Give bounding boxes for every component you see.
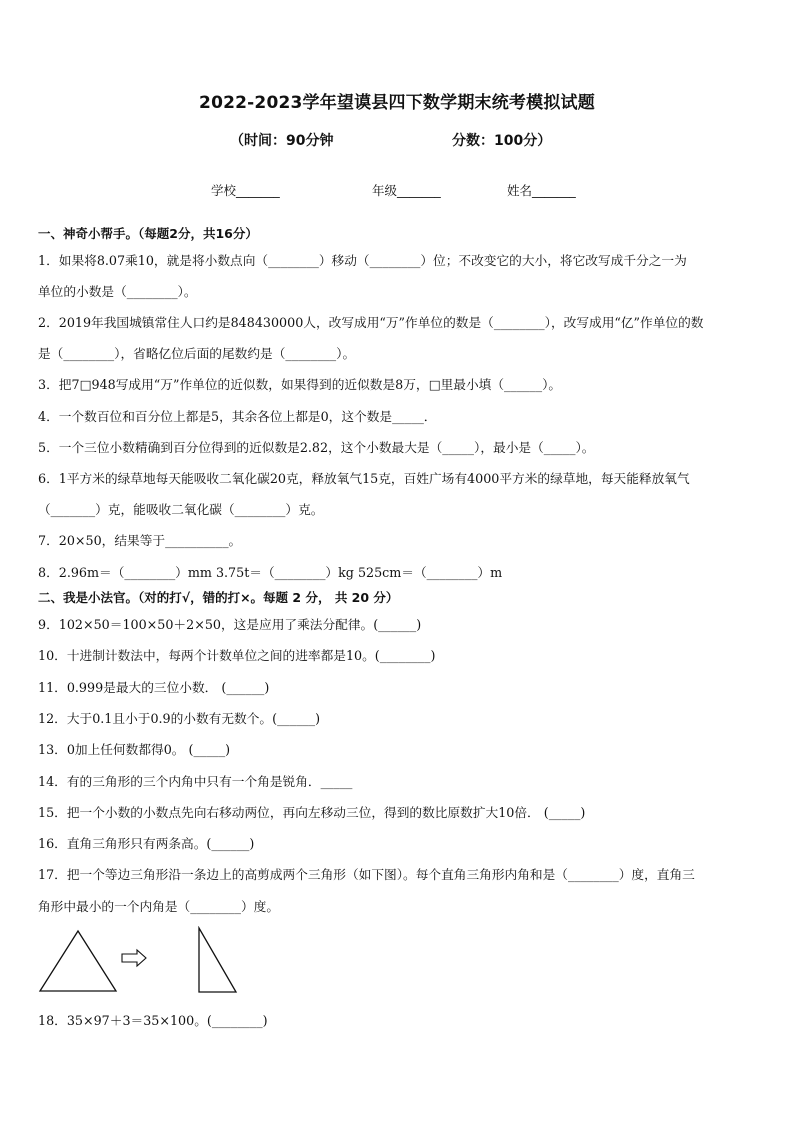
grade-field[interactable]: 年级_______ <box>372 183 441 198</box>
question-line: 17．把一个等边三角形沿一条边上的高剪成两个三角形（如下图）。每个直角三角形内角和是（________）度，直角三 <box>38 867 695 882</box>
question-line: 11．0.999是最大的三位小数． (______) <box>38 680 270 695</box>
question-line: 8．2.96m＝（________）mm 3.75t＝（________）kg 525cm＝（________）m <box>38 565 503 580</box>
triangle-figure <box>36 926 256 996</box>
question-line: 1．如果将8.07乘10，就是将小数点向（________）移动（________）位；不改变它的大小，将它改写成千分之一为 <box>38 253 687 268</box>
name-field[interactable]: 姓名_______ <box>507 183 576 198</box>
question-line: 单位的小数是（________）。 <box>38 284 197 299</box>
question-line: 10．十进制计数法中，每两个计数单位之间的进率都是10。(________) <box>38 648 436 663</box>
question-line: 5．一个三位小数精确到百分位得到的近似数是2.82，这个小数最大是（_____），最小是（_____）。 <box>38 440 595 455</box>
page-title: 2022-2023学年望谟县四下数学期末统考模拟试题 <box>199 93 595 113</box>
question-line: 6．1平方米的绿草地每天能吸收二氧化碳20克，释放氧气15克，百姓广场有4000平方米的绿草地，每天能释放氧气 <box>38 471 690 486</box>
question-line: 14．有的三角形的三个内角中只有一个角是锐角．_____ <box>38 774 353 789</box>
question-line: 4．一个数百位和百分位上都是5，其余各位上都是0，这个数是_____． <box>38 409 437 424</box>
section-heading-1: 一、神奇小帮手。（每题2分，共16分） <box>38 226 258 241</box>
question-line: 18．35×97＋3＝35×100。(________) <box>38 1013 268 1028</box>
question-line: 角形中最小的一个内角是（________）度。 <box>38 899 280 914</box>
exam-score: 分数：100分） <box>452 133 552 149</box>
section-heading-2: 二、我是小法官。（对的打√，错的打×。每题 2 分， 共 20 分） <box>38 590 399 605</box>
question-line: 12．大于0.1且小于0.9的小数有无数个。(______) <box>38 711 321 726</box>
right-triangle-icon <box>199 928 236 992</box>
question-line: 16．直角三角形只有两条高。(______) <box>38 836 255 851</box>
question-line: 7．20×50，结果等于__________。 <box>38 533 242 548</box>
question-line: 2．2019年我国城镇常住人口约是848430000人，改写成用“万”作单位的数是（________），改写成用“亿”作单位的数 <box>38 315 704 330</box>
school-field[interactable]: 学校_______ <box>211 183 280 198</box>
question-line: 是（________），省略亿位后面的尾数约是（________）。 <box>38 346 356 361</box>
question-line: 9．102×50＝100×50＋2×50，这是应用了乘法分配律。(______) <box>38 617 422 632</box>
right-arrow-icon <box>122 950 146 966</box>
question-line: 15．把一个小数的小数点先向右移动两位，再向左移动三位，得到的数比原数扩大10倍． (_____) <box>38 805 586 820</box>
question-line: 13．0加上任何数都得0。 (_____) <box>38 742 231 757</box>
exam-time: （时间：90分钟 <box>230 133 334 149</box>
question-line: （_______）克，能吸收二氧化碳（________）克。 <box>38 502 324 517</box>
equilateral-triangle-icon <box>40 931 116 991</box>
question-line: 3．把7□948写成用“万”作单位的近似数，如果得到的近似数是8万，□里最小填（______）。 <box>38 377 562 392</box>
